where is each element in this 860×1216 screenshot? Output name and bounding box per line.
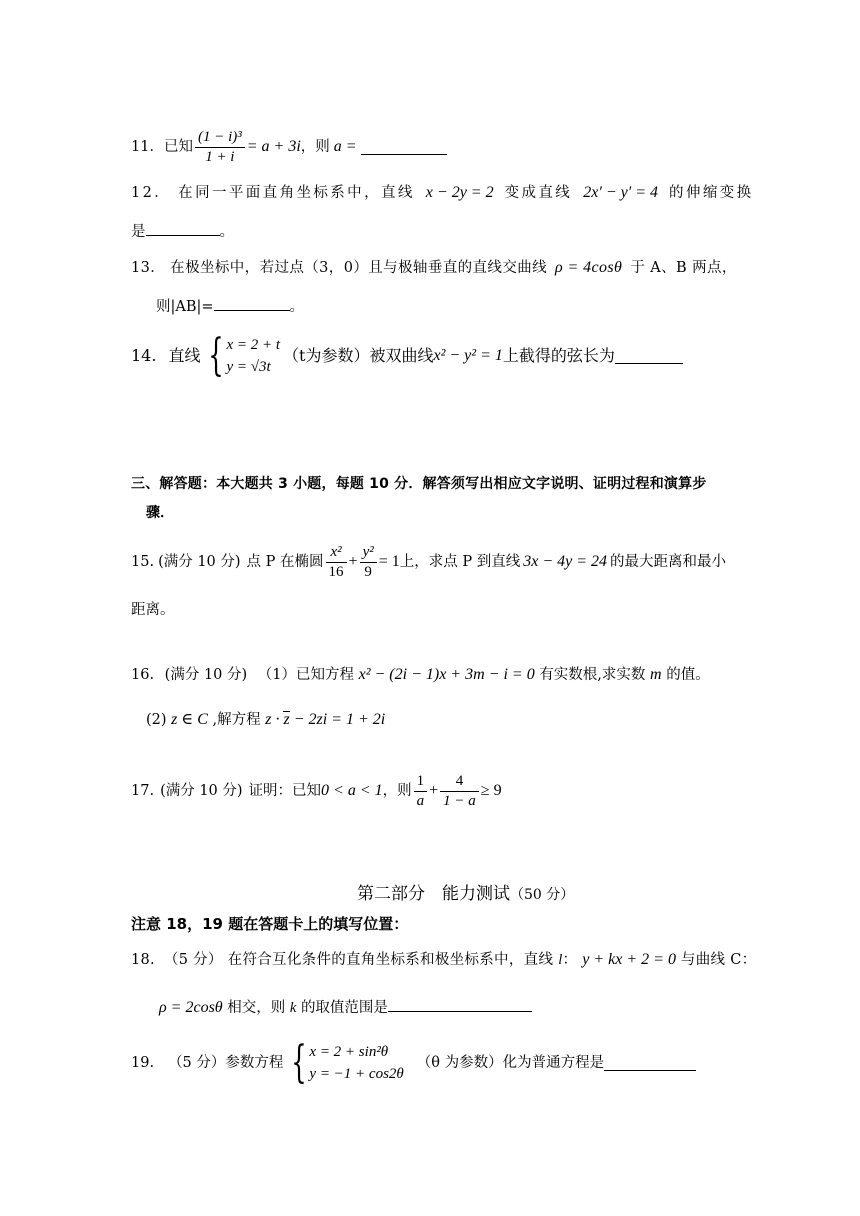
part-label: (2) xyxy=(146,712,167,728)
question-number: 13． xyxy=(131,260,166,276)
question-text: 上，求点 P 到直线 xyxy=(399,554,521,570)
question-text: 于 A、B 两点， xyxy=(630,260,737,276)
question-19 xyxy=(131,1038,696,1088)
system-row: x = 2 + t xyxy=(226,337,281,353)
question-text: 在符合互化条件的直角坐标系和极坐标系中，直线 xyxy=(227,952,554,968)
question-number: 16. xyxy=(131,667,155,683)
question-text: 相交，则 xyxy=(227,1000,286,1016)
question-text: 上截得的弦长为 xyxy=(502,346,615,365)
math-expression: − 2zi = 1 + 2i xyxy=(289,711,386,728)
plus-sign: + xyxy=(429,782,439,799)
math-expression: x − 2y = 2 xyxy=(425,184,494,201)
part-title-text: 第二部分 能力测试 xyxy=(357,884,510,904)
question-text: 与曲线 C： xyxy=(680,952,757,968)
equation-system xyxy=(202,330,281,381)
question-text: 是 xyxy=(131,224,146,240)
score-label: （5 分） xyxy=(168,1055,226,1071)
math-variable: k xyxy=(289,1000,297,1016)
question-18-line-2 xyxy=(159,997,532,1018)
fraction-denominator: 1 − a xyxy=(443,792,476,809)
math-expression: 2x′ − y′ = 4 xyxy=(583,184,659,201)
question-text: ,解方程 xyxy=(212,712,261,728)
math-expression: a = xyxy=(333,138,357,155)
question-text: 的值。 xyxy=(666,667,710,683)
question-number: 17. xyxy=(131,783,155,799)
score-label: (满分 10 分) xyxy=(160,783,243,799)
question-text: 变成直线 xyxy=(504,185,573,201)
math-expression: z · xyxy=(265,711,284,728)
fraction-denominator: a xyxy=(416,792,425,809)
question-number: 12． xyxy=(131,185,172,201)
question-number: 11． xyxy=(131,139,164,155)
brace: { xyxy=(291,1037,308,1088)
question-13-line-2 xyxy=(156,296,304,317)
question-text: 的伸缩变换 xyxy=(669,185,754,201)
brace: { xyxy=(208,330,225,381)
math-expression: y + kx + 2 = 0 xyxy=(582,951,676,968)
question-text: （t为参数）被双曲线 xyxy=(283,346,434,365)
question-text: ，则 xyxy=(300,139,330,155)
math-expression: 3x − 4y = 24 xyxy=(523,553,608,570)
part-score: （50 分） xyxy=(510,887,575,903)
question-18 xyxy=(131,950,756,970)
question-text: 已知 xyxy=(163,139,193,155)
question-text: 有实数根,求实数 xyxy=(539,667,646,683)
question-11 xyxy=(131,127,447,167)
system-row: x = 2 + sin²θ xyxy=(309,1044,389,1060)
math-expression: 0 < a < 1 xyxy=(321,782,383,799)
question-text: 证明：已知 xyxy=(248,783,322,799)
system-row: y = √3t xyxy=(226,359,271,375)
fraction-denominator: 1 + i xyxy=(205,148,235,165)
part-title xyxy=(357,879,574,904)
section-heading-text: 骤． xyxy=(146,505,174,521)
answer-blank[interactable] xyxy=(214,296,290,311)
math-expression: ρ = 2cosθ xyxy=(159,999,223,1016)
answer-blank[interactable] xyxy=(361,140,447,155)
note-text: 注意 18，19 题在答题卡上的填写位置： xyxy=(131,915,409,933)
math-expression: = 1 xyxy=(378,553,400,570)
conjugate-variable: z xyxy=(283,711,290,728)
question-16-part-2 xyxy=(146,710,385,730)
question-14 xyxy=(131,331,683,381)
fraction xyxy=(414,772,428,811)
fraction xyxy=(195,128,245,167)
question-text: （θ 为参数）化为普通方程是 xyxy=(416,1055,605,1071)
fraction xyxy=(440,772,479,811)
fraction xyxy=(326,543,347,582)
math-expression: = a + 3i xyxy=(246,138,301,155)
question-number: 18. xyxy=(131,952,155,968)
math-expression: z ∈ C xyxy=(171,711,208,728)
score-label: (满分 10 分) xyxy=(164,667,248,683)
question-text: 。 xyxy=(219,224,234,240)
question-12 xyxy=(131,183,754,203)
math-variable: m xyxy=(650,666,662,683)
question-text: （1）已知方程 xyxy=(257,667,354,683)
math-expression: ρ = 4cosθ xyxy=(555,259,623,276)
question-text: 在极坐标中，若过点（3，0）且与极轴垂直的直线交曲线 xyxy=(170,260,548,276)
question-16 xyxy=(131,665,710,685)
fraction-numerator: (1 − i)³ xyxy=(195,128,245,148)
math-expression: x² − (2i − 1)x + 3m − i = 0 xyxy=(358,666,535,683)
question-text: 参数方程 xyxy=(225,1055,284,1071)
question-number: 14. xyxy=(131,346,157,365)
question-15-line-2 xyxy=(131,600,175,620)
answer-blank[interactable] xyxy=(388,997,532,1012)
answer-blank[interactable] xyxy=(146,221,220,236)
fraction-numerator: y² xyxy=(360,543,377,563)
question-text: 则|AB|= xyxy=(156,299,214,315)
question-text: 的取值范围是 xyxy=(300,1000,388,1016)
fraction-numerator: x² xyxy=(326,543,347,563)
question-text: 。 xyxy=(289,299,305,315)
math-variable: l xyxy=(558,952,563,968)
math-expression: ≥ 9 xyxy=(480,782,502,799)
equation-system xyxy=(285,1037,404,1088)
question-text: ： xyxy=(562,952,578,968)
fraction-denominator: 9 xyxy=(364,563,372,580)
question-text: 在同一平面直角坐标系中，直线 xyxy=(178,185,415,201)
section-heading-line-2 xyxy=(146,503,174,523)
question-17 xyxy=(131,769,502,813)
question-text: ，则 xyxy=(382,783,412,799)
answer-blank[interactable] xyxy=(604,1056,696,1071)
question-text: 直线 xyxy=(168,346,201,365)
system-row: y = −1 + cos2θ xyxy=(309,1066,404,1082)
question-text: 点 P 在椭圆 xyxy=(246,554,324,570)
fraction-numerator: 1 xyxy=(414,772,428,792)
note xyxy=(131,914,408,934)
question-15: 15. (满分 10 分) 点 P 在椭圆 $\frac{\text{x²}}{16}$ + $\frac{\text{y²}}{9}$ = 1 上，求点 P 到直线 3x − 4y = 24 的最大距离和最小 xyxy=(131,543,727,580)
question-number: 15. xyxy=(131,554,155,570)
answer-blank[interactable] xyxy=(615,349,683,364)
fraction-denominator: 16 xyxy=(328,563,344,580)
math-expression: x² − y² = 1 xyxy=(433,347,503,364)
section-heading xyxy=(131,474,707,494)
question-12-line-2 xyxy=(131,221,234,242)
section-heading-text: 三、解答题：本大题共 3 小题，每题 10 分．解答须写出相应文字说明、证明过程和演算步 xyxy=(131,476,707,492)
fraction-numerator: 4 xyxy=(440,772,479,792)
fraction xyxy=(360,543,377,582)
question-text: 的最大距离和最小 xyxy=(610,554,727,570)
question-13 xyxy=(131,258,737,278)
score-label: (满分 10 分) xyxy=(158,554,241,570)
score-label: （5 分） xyxy=(163,952,223,968)
question-text: 距离。 xyxy=(131,602,175,618)
question-number: 19. xyxy=(131,1055,155,1071)
